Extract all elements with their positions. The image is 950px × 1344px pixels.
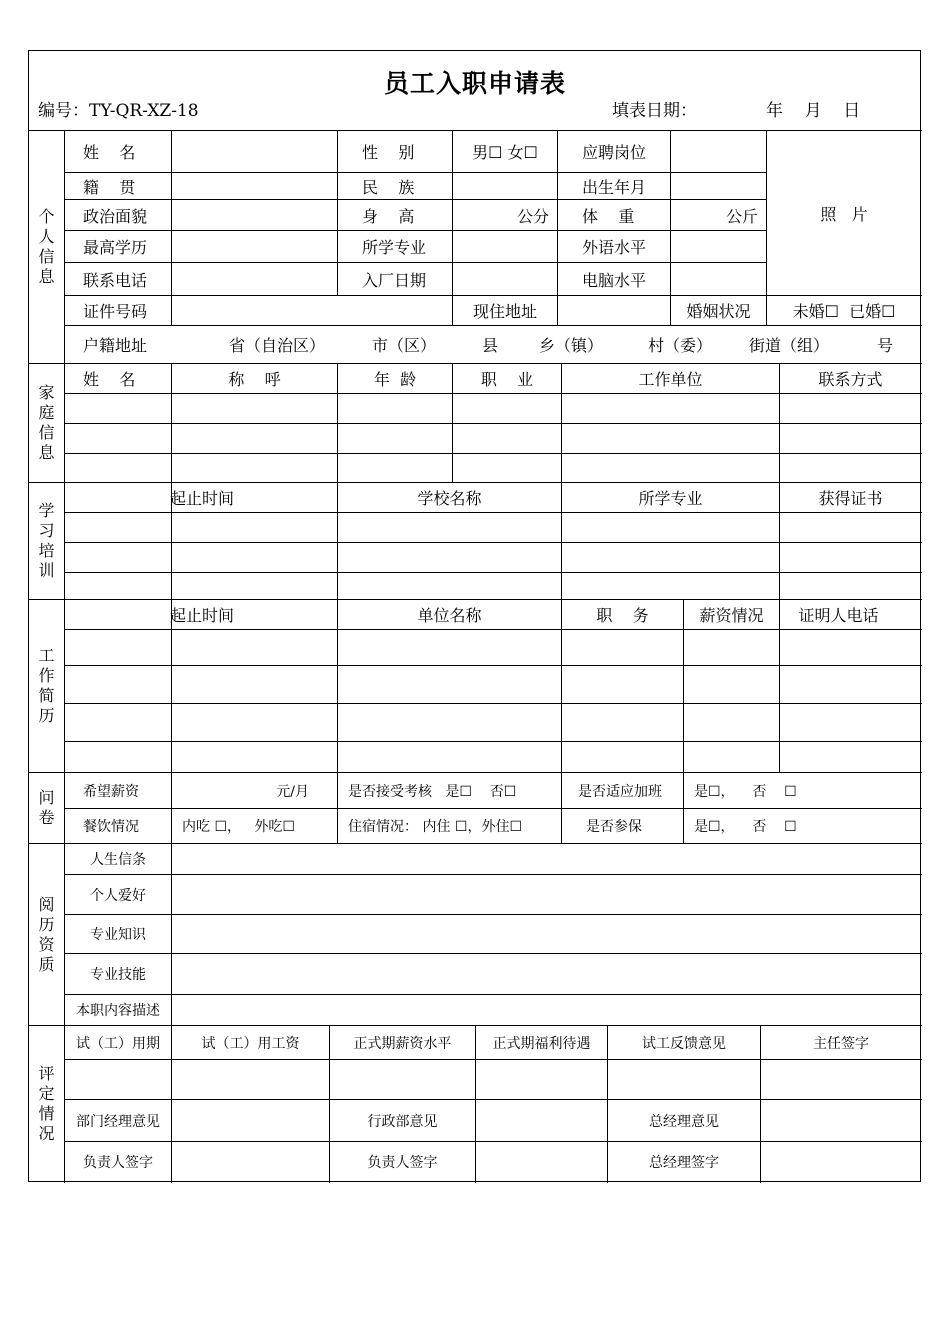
- admin-opinion-label: 行政部意见: [367, 1113, 438, 1130]
- hukou-town[interactable]: 乡（镇）: [538, 336, 603, 355]
- grid-hline: [64, 1059, 922, 1060]
- overtime-label: 是否适应加班: [578, 783, 662, 800]
- grid-hline: [64, 512, 922, 513]
- fill-date-ymd: 年 月 日: [766, 101, 861, 121]
- computer-input[interactable]: [671, 263, 766, 295]
- work-header-company: 单位名称: [417, 606, 482, 625]
- dept-manager-opinion-label: 部门经理意见: [76, 1113, 160, 1130]
- eval-header-probation-period: 试（工）用期: [76, 1035, 160, 1052]
- meal-label: 餐饮情况: [83, 819, 139, 835]
- motto-label: 人生信条: [90, 852, 146, 868]
- motto-input[interactable]: [172, 844, 921, 874]
- grid-hline: [64, 572, 922, 573]
- knowledge-input[interactable]: [172, 915, 921, 953]
- marital-options[interactable]: 未婚☐ 已婚☐: [792, 302, 896, 321]
- family-header-occupation: 职 业: [480, 370, 534, 389]
- grid-hline: [64, 1099, 922, 1100]
- entry-date-input[interactable]: [453, 263, 557, 295]
- entry-date-label: 入厂日期: [362, 270, 427, 290]
- height-input[interactable]: 公分: [516, 206, 549, 226]
- address-input[interactable]: [558, 296, 670, 325]
- eval-header-director-sign: 主任签字: [813, 1035, 869, 1052]
- hukou-province[interactable]: 省（自治区）: [228, 336, 325, 355]
- admin-lead-sign-label: 负责人签字: [367, 1155, 438, 1171]
- overtime-options[interactable]: 是☐， 否 ☐: [694, 783, 797, 800]
- grid-hline: [64, 423, 922, 424]
- eval-header-formal-salary: 正式期薪资水平: [353, 1035, 452, 1052]
- eval-header-formal-benefits: 正式期福利待遇: [492, 1035, 591, 1052]
- computer-label: 电脑水平: [582, 270, 647, 290]
- id-number-input[interactable]: [172, 296, 452, 325]
- language-label: 外语水平: [582, 238, 647, 257]
- hobbies-label: 个人爱好: [90, 887, 146, 904]
- work-header-salary: 薪资情况: [699, 606, 764, 625]
- weight-input[interactable]: 公斤: [725, 206, 758, 226]
- grid-hline: [64, 453, 922, 454]
- hobbies-input[interactable]: [172, 875, 921, 914]
- grid-hline: [64, 542, 922, 543]
- grid-hline: [64, 1141, 922, 1142]
- address-label: 现住地址: [472, 302, 537, 321]
- family-header-age: 年 龄: [373, 370, 417, 389]
- ethnicity-input[interactable]: [453, 173, 557, 199]
- politics-label: 政治面貌: [83, 206, 148, 226]
- hukou-city[interactable]: 市（区）: [371, 336, 436, 355]
- hukou-village[interactable]: 村（委）: [647, 336, 712, 355]
- form-code: 编号：TY-QR-XZ-18: [38, 101, 199, 121]
- grid-hline: [64, 665, 922, 666]
- expected-salary-label: 希望薪资: [83, 783, 139, 800]
- meal-options[interactable]: 内吃 ☐， 外吃☐: [182, 819, 295, 835]
- ethnicity-label: 民 族: [362, 177, 415, 197]
- phone-label: 联系电话: [83, 270, 148, 290]
- hukou-number[interactable]: 号: [876, 336, 893, 355]
- position-input[interactable]: [671, 131, 766, 172]
- section-background-label: 阅历资质: [38, 894, 55, 974]
- study-header-major: 所学专业: [638, 489, 703, 508]
- family-header-workplace: 工作单位: [638, 370, 703, 389]
- lodging-options[interactable]: 住宿情况： 内住 ☐，外住☐: [348, 819, 523, 835]
- hukou-label: 户籍地址: [83, 336, 148, 355]
- family-header-relation: 称 呼: [228, 370, 281, 389]
- expected-salary-input[interactable]: 元/月: [276, 783, 309, 800]
- hukou-street[interactable]: 街道（组）: [748, 336, 829, 355]
- section-personal-label: 个人信息: [38, 207, 55, 286]
- photo-box[interactable]: 照 片: [820, 204, 868, 224]
- phone-input[interactable]: [172, 263, 337, 295]
- birth-label: 出生年月: [581, 177, 646, 197]
- education-input[interactable]: [172, 231, 337, 262]
- fill-date-label: 填表日期：: [612, 101, 697, 121]
- grid-hline: [64, 741, 922, 742]
- job-description-input[interactable]: [172, 995, 921, 1025]
- hukou-county[interactable]: 县: [481, 336, 498, 355]
- name-input[interactable]: [172, 131, 337, 172]
- family-header-contact: 联系方式: [818, 370, 883, 389]
- job-description-label: 本职内容描述: [76, 1003, 160, 1019]
- marital-label: 婚姻状况: [686, 302, 751, 321]
- politics-input[interactable]: [172, 200, 337, 230]
- major-input[interactable]: [453, 231, 557, 262]
- gm-opinion-label: 总经理意见: [649, 1113, 719, 1130]
- language-input[interactable]: [671, 231, 766, 262]
- insurance-options[interactable]: 是☐， 否 ☐: [694, 819, 797, 835]
- native-label: 籍 贯: [83, 177, 136, 197]
- knowledge-label: 专业知识: [90, 927, 146, 943]
- form-title: 员工入职申请表: [383, 69, 566, 98]
- work-header-reference-phone: 证明人电话: [798, 606, 879, 625]
- study-header-period: 起止时间: [170, 489, 235, 508]
- work-header-period: 起止时间: [170, 606, 235, 625]
- position-label: 应聘岗位: [581, 143, 646, 162]
- weight-label: 体 重: [582, 206, 635, 226]
- accept-assessment-options[interactable]: 是否接受考核 是☐ 否☐: [348, 783, 517, 800]
- grid-hline: [64, 393, 922, 394]
- major-label: 所学专业: [362, 238, 427, 257]
- gm-sign-label: 总经理签字: [649, 1155, 719, 1171]
- grid-hline: [64, 703, 922, 704]
- section-survey-label: 问卷: [38, 788, 55, 827]
- eval-header-trial-feedback: 试工反馈意见: [642, 1035, 726, 1052]
- dept-lead-sign-label: 负责人签字: [83, 1155, 153, 1171]
- study-header-school: 学校名称: [417, 489, 482, 508]
- skills-label: 专业技能: [90, 967, 146, 983]
- education-label: 最高学历: [83, 238, 148, 257]
- id-number-label: 证件号码: [83, 302, 148, 321]
- grid-hline: [64, 629, 922, 630]
- work-header-title: 职 务: [596, 606, 649, 625]
- gender-options[interactable]: 男☐ 女☐: [472, 143, 538, 162]
- birth-input[interactable]: [671, 173, 766, 199]
- gender-label: 性 别: [362, 143, 415, 162]
- native-input[interactable]: [172, 173, 337, 199]
- eval-header-probation-salary: 试（工）用工资: [201, 1035, 300, 1052]
- section-family-label: 家庭信息: [38, 383, 55, 462]
- section-evaluation-label: 评定情况: [38, 1064, 55, 1143]
- family-header-name: 姓 名: [83, 370, 136, 389]
- skills-input[interactable]: [172, 954, 921, 994]
- study-header-certificate: 获得证书: [818, 489, 883, 508]
- section-study-label: 学习培训: [38, 501, 55, 580]
- height-label: 身 高: [362, 206, 415, 226]
- name-label: 姓 名: [83, 143, 136, 162]
- insurance-label: 是否参保: [586, 819, 642, 835]
- section-work-label: 工作简历: [38, 646, 55, 725]
